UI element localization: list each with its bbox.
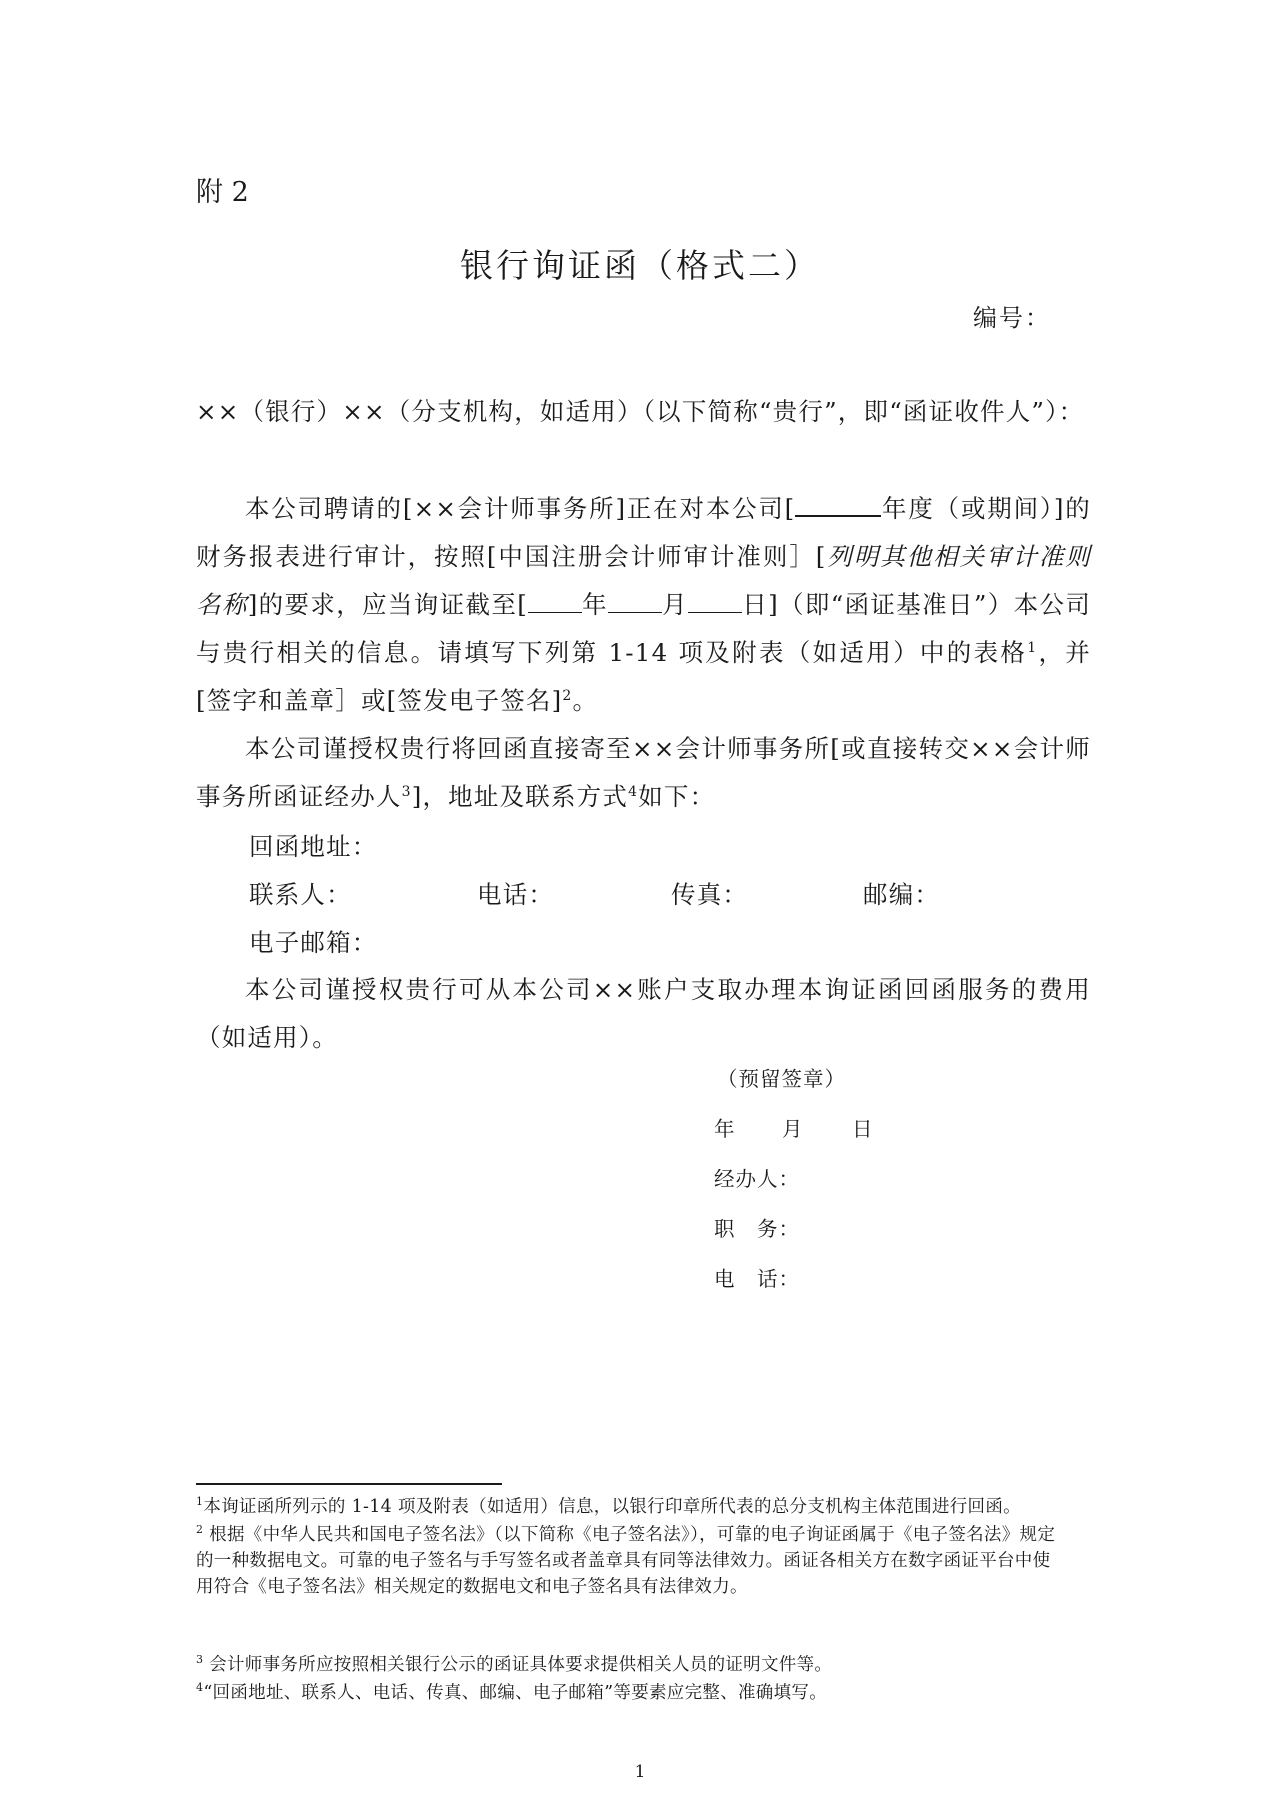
footnote-mark: 4 [196,1681,204,1695]
fax-label: 传真： [671,880,749,909]
footnote-1 [196,1494,1096,1520]
addressee-paragraph: ××（银行）××（分支机构，如适用）（以下简称“贵行”，即“函证收件人”）： [196,397,1085,426]
para3-text-c: 如下： [638,782,716,811]
signature-day: 日 [852,1117,874,1141]
footnote-text: 会计师事务所应按照相关银行公示的函证具体要求提供相关人员的证明文件等。 [203,1655,833,1675]
date-month-blank[interactable] [608,594,662,613]
number-label: 编号： [973,304,1051,332]
footnote-3 [196,1652,1096,1678]
footnote-2 [196,1522,1066,1600]
para2-year: 年 [581,590,609,619]
footnote-text: “回函地址、联系人、电话、传真、邮编、电子邮箱”等要素应完整、准确填写。 [203,1683,828,1703]
para2-text-b: 年度（或期间）]的财务报表进行审计，按照[中国注册会计师审计准则］[ [196,494,1091,571]
fee-authorization-paragraph: 本公司谨授权贵行可从本公司××账户支取办理本询证函回函服务的费用（如适用）。 [196,975,1091,1052]
email-label: 电子邮箱： [249,928,378,957]
footnote-divider [196,1483,502,1485]
position-label: 职 务： [714,1217,800,1241]
signature-month: 月 [782,1117,804,1141]
date-year-blank[interactable] [528,594,582,613]
footnote-mark: 1 [196,1495,204,1509]
attachment-label: 附 2 [196,177,249,208]
page-number: 1 [634,1762,646,1782]
para3-text-b: ]，地址及联系方式 [411,782,629,811]
handler-label: 经办人： [714,1167,800,1191]
footnote-ref-1: 1 [1027,639,1038,656]
para2-text-e: 。 [572,686,599,715]
footnote-mark: 2 [196,1523,204,1537]
footnote-mark: 3 [196,1653,204,1667]
para2-day: 日]（即“函证基准日”）本公司与贵行相关的信息。请填写下列第 1-14 项及附表（如适用）中的表格 [196,590,1092,667]
date-day-blank[interactable] [688,594,742,613]
footnote-ref-4: 4 [628,783,639,800]
postcode-label: 邮编： [863,880,941,909]
document-title: 银行询证函（格式二） [460,246,820,285]
audit-request-paragraph [196,485,1091,725]
footnote-text: 根据《中华人民共和国电子签名法》（以下简称《电子签名法》），可靠的电子询证函属于《电子签名法》规定的一种数据电文。可靠的电子签名与手写签名或者盖章具有同等法律效力。函证各相关方在数字函证平台中使用符合《电子签名法》相关规定的数据电文和电子签名具有法律效力。 [196,1525,1056,1597]
signature-date-line [714,1112,894,1142]
para2-text-c: ]的要求，应当询证截至[ [247,590,528,619]
fiscal-year-blank[interactable] [795,495,881,517]
footnote-4 [196,1680,1096,1706]
footnote-ref-3: 3 [401,783,412,800]
para2-text-d: ，并[签字和盖章］或[签发电子签名] [196,638,1091,715]
para2-italic-placeholder: 列明其他相关审计准则名称 [196,542,1091,619]
para3-text-a: 本公司谨授权贵行将回函直接寄至××会计师事务所[或直接转交××会计师事务所函证经办人 [196,734,1091,811]
authorization-paragraph [196,725,1091,821]
seal-label: （预留签章） [717,1067,846,1091]
para2-month: 月 [662,590,689,619]
footnote-text: 本询证函所列示的 1-14 项及附表（如适用）信息，以银行印章所代表的总分支机构主体范围进行回函。 [203,1497,1021,1517]
contact-person-label: 联系人： [249,880,352,909]
footnote-ref-2: 2 [562,687,573,704]
phone-label: 电话： [477,880,555,909]
return-address-label: 回函地址： [249,832,378,861]
para2-text-a: 本公司聘请的[××会计师事务所]正在对本公司[ [245,494,796,523]
signature-year: 年 [714,1117,736,1141]
signature-phone-label: 电 话： [714,1267,800,1291]
